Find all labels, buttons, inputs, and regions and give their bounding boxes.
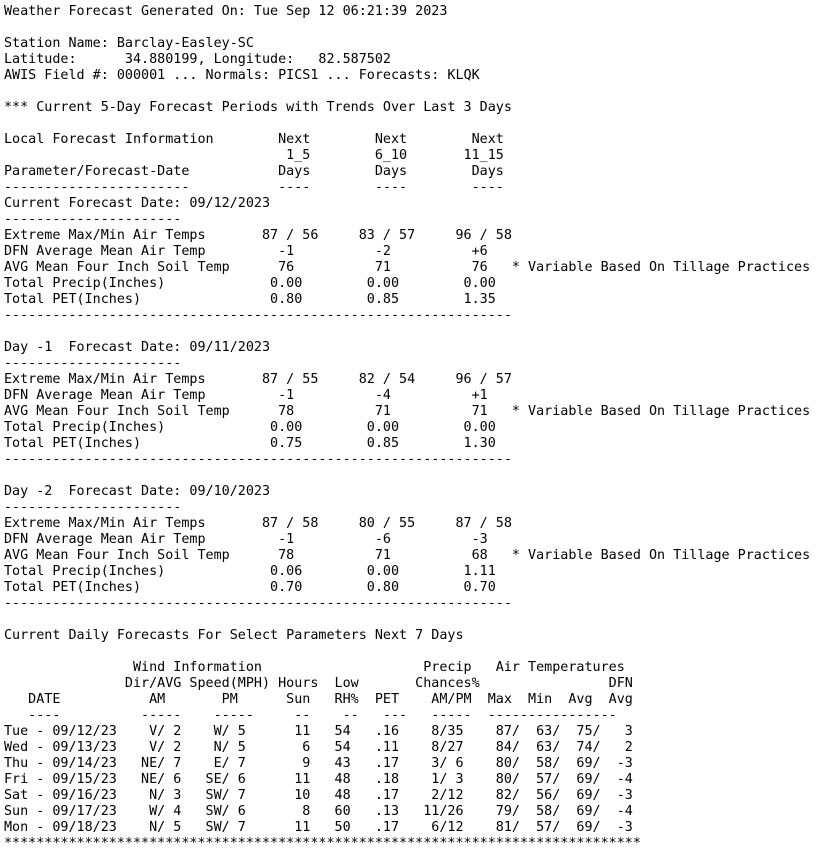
report-line: Wed - 09/13/23 V/ 2 N/ 5 6 54 .11 8/27 84/ 63/ 74/ 2 bbox=[4, 740, 633, 755]
report-line: Fri - 09/15/23 NE/ 6 SE/ 6 11 48 .18 1/ 3 80/ 57/ 69/ -4 bbox=[4, 772, 633, 787]
report-line: AVG Mean Four Inch Soil Temp 78 71 71 * Variable Based On Tillage Practices bbox=[4, 404, 811, 419]
report-line: Weather Forecast Generated On: Tue Sep 12 06:21:39 2023 bbox=[4, 4, 448, 19]
report-line bbox=[4, 612, 827, 628]
report-line: Wind Information Precip Air Temperatures bbox=[4, 660, 625, 675]
report-line: Dir/AVG Speed(MPH) Hours Low Chances% DFN bbox=[4, 676, 633, 691]
report-line: Total Precip(Inches) 0.00 0.00 0.00 bbox=[4, 276, 496, 291]
report-line: Current Forecast Date: 09/12/2023 bbox=[4, 196, 271, 211]
report-line: DFN Average Mean Air Temp -1 -2 +6 bbox=[4, 244, 488, 259]
report-line: --------------------------------------------------------------- bbox=[4, 452, 512, 467]
report-line: AWIS Field #: 000001 ... Normals: PICS1 ... Forecasts: KLQK bbox=[4, 68, 480, 83]
report-line: ---- ----- ----- -- -- --- ----- ---------------- bbox=[4, 708, 617, 723]
report-line: Day -2 Forecast Date: 09/10/2023 bbox=[4, 484, 271, 499]
report-line bbox=[4, 644, 827, 660]
report-line: Tue - 09/12/23 V/ 2 W/ 5 11 54 .16 8/35 87/ 63/ 75/ 3 bbox=[4, 724, 633, 739]
report-line: ******************************************************************************* bbox=[4, 836, 641, 851]
report-line: Station Name: Barclay-Easley-SC bbox=[4, 36, 254, 51]
report-line: *** Current 5-Day Forecast Periods with Trends Over Last 3 Days bbox=[4, 100, 512, 115]
report-line: ----------------------- ---- ---- ---- bbox=[4, 180, 504, 195]
report-line: Parameter/Forecast-Date Days Days Days bbox=[4, 164, 504, 179]
report-line: Total PET(Inches) 0.75 0.85 1.30 bbox=[4, 436, 496, 451]
report-line bbox=[4, 84, 827, 100]
report-line: ---------------------- bbox=[4, 212, 182, 227]
report-line: AVG Mean Four Inch Soil Temp 78 71 68 * Variable Based On Tillage Practices bbox=[4, 548, 811, 563]
report-line: AVG Mean Four Inch Soil Temp 76 71 76 * Variable Based On Tillage Practices bbox=[4, 260, 811, 275]
report-line: Mon - 09/18/23 N/ 5 SW/ 7 11 50 .17 6/12 81/ 57/ 69/ -3 bbox=[4, 820, 633, 835]
report-line: Sat - 09/16/23 N/ 3 SW/ 7 10 48 .17 2/12 82/ 56/ 69/ -3 bbox=[4, 788, 633, 803]
report-line: Total Precip(Inches) 0.06 0.00 1.11 bbox=[4, 564, 496, 579]
report-line: Extreme Max/Min Air Temps 87 / 56 83 / 57 96 / 58 bbox=[4, 228, 512, 243]
report-line: ---------------------- bbox=[4, 500, 182, 515]
report-line: Local Forecast Information Next Next Next bbox=[4, 132, 504, 147]
report-line: Extreme Max/Min Air Temps 87 / 58 80 / 55 87 / 58 bbox=[4, 516, 512, 531]
report-line: 1_5 6_10 11_15 bbox=[4, 148, 504, 163]
report-line: Day -1 Forecast Date: 09/11/2023 bbox=[4, 340, 271, 355]
report-line: Sun - 09/17/23 W/ 4 SW/ 6 8 60 .13 11/26 79/ 58/ 69/ -4 bbox=[4, 804, 633, 819]
report-line: --------------------------------------------------------------- bbox=[4, 596, 512, 611]
report-line: DFN Average Mean Air Temp -1 -4 +1 bbox=[4, 388, 488, 403]
report-line: --------------------------------------------------------------- bbox=[4, 308, 512, 323]
report-line: Total PET(Inches) 0.70 0.80 0.70 bbox=[4, 580, 496, 595]
report-line bbox=[4, 116, 827, 132]
report-line: ---------------------- bbox=[4, 356, 182, 371]
report-line: Thu - 09/14/23 NE/ 7 E/ 7 9 43 .17 3/ 6 80/ 58/ 69/ -3 bbox=[4, 756, 633, 771]
report-line bbox=[4, 468, 827, 484]
report-line: Current Daily Forecasts For Select Parameters Next 7 Days bbox=[4, 628, 464, 643]
report-line bbox=[4, 324, 827, 340]
report-line: Total PET(Inches) 0.80 0.85 1.35 bbox=[4, 292, 496, 307]
report-line: DATE AM PM Sun RH% PET AM/PM Max Min Avg Avg bbox=[4, 692, 633, 707]
report-line: DFN Average Mean Air Temp -1 -6 -3 bbox=[4, 532, 488, 547]
report-line bbox=[4, 20, 827, 36]
report-line: Total Precip(Inches) 0.00 0.00 0.00 bbox=[4, 420, 496, 435]
report-line: Latitude: 34.880199, Longitude: 82.587502 bbox=[4, 52, 391, 67]
report-line: Extreme Max/Min Air Temps 87 / 55 82 / 54 96 / 57 bbox=[4, 372, 512, 387]
